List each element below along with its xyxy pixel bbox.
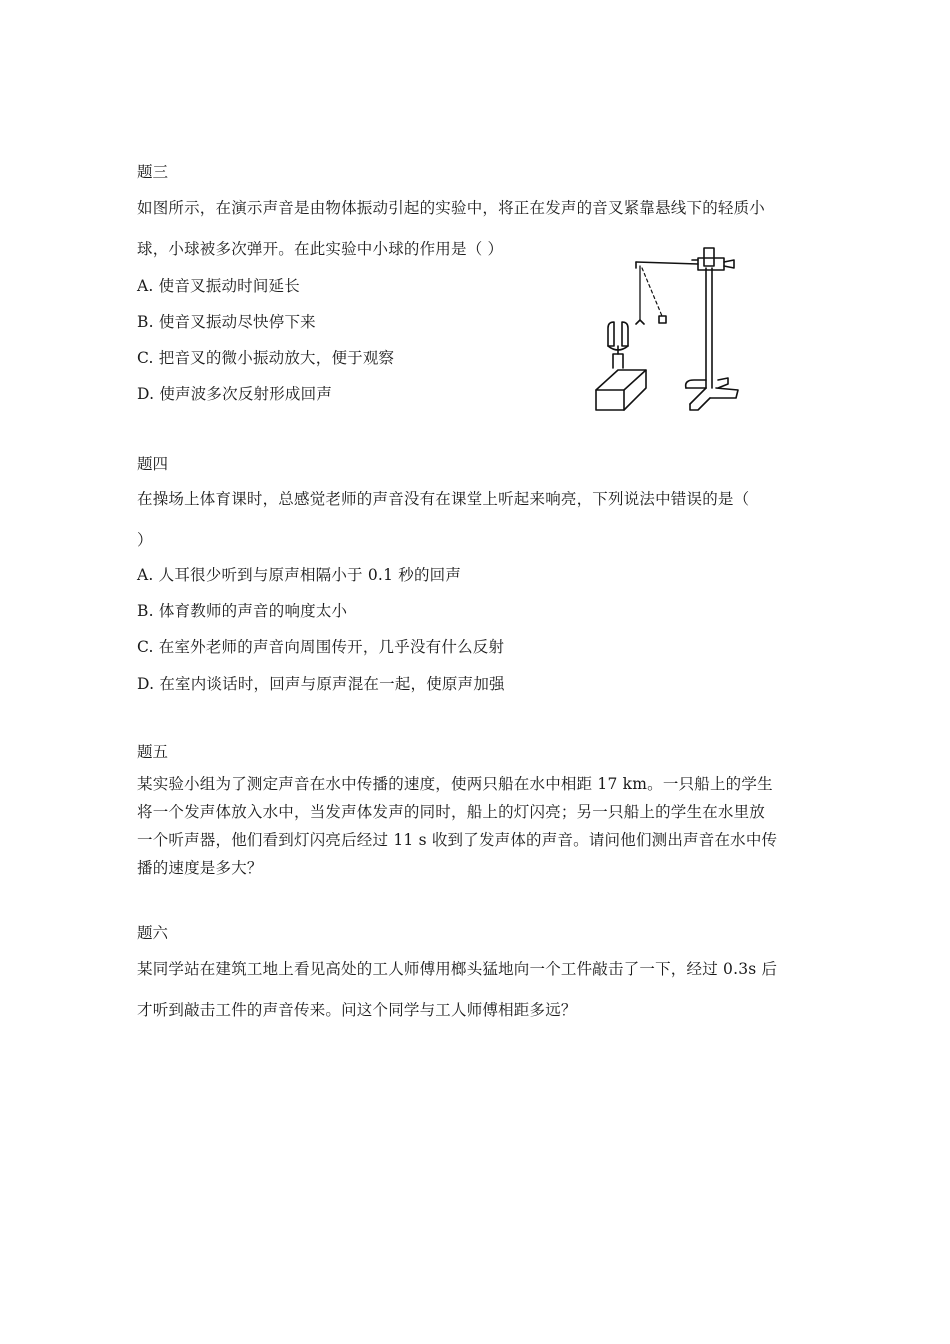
question-5-text-line-3: 一个听声器，他们看到灯闪亮后经过 11 s 收到了发声体的声音。请问他们测出声音在水中传 <box>137 831 778 849</box>
question-3-option-a: A. 使音叉振动时间延长 <box>137 277 300 295</box>
tuning-fork-pendulum-figure <box>588 238 748 416</box>
question-4-option-b: B. 体育教师的声音的响度太小 <box>137 602 348 620</box>
resonance-box <box>596 370 646 410</box>
question-3-option-b: B. 使音叉振动尽快停下来 <box>137 313 316 331</box>
question-4-option-c: C. 在室外老师的声音向周围传开，几乎没有什么反射 <box>137 638 505 656</box>
question-6-text-line-1: 某同学站在建筑工地上看见高处的工人师傅用榔头猛地向一个工件敲击了一下，经过 0.3s 后 <box>137 960 778 978</box>
stand-clamp <box>636 258 734 270</box>
question-5-heading: 题五 <box>137 743 169 761</box>
stand-rod <box>704 248 714 388</box>
question-4-option-a: A. 人耳很少听到与原声相隔小于 0.1 秒的回声 <box>137 566 462 584</box>
question-3-text-line-2: 球，小球被多次弹开。在此实验中小球的作用是（ ） <box>137 240 504 258</box>
question-6-text-line-2: 才听到敲击工件的声音传来。问这个同学与工人师傅相距多远？ <box>137 1001 577 1019</box>
question-4-text-line-1: 在操场上体育课时，总感觉老师的声音没有在课堂上听起来响亮，下列说法中错误的是（ <box>137 490 750 508</box>
question-3-heading: 题三 <box>137 163 169 181</box>
question-5-text-line-1: 某实验小组为了测定声音在水中传播的速度，使两只船在水中相距 17 km。一只船上的学生 <box>137 775 773 793</box>
question-4-text-line-2: ） <box>137 531 153 549</box>
question-3-text-line-1: 如图所示，在演示声音是由物体振动引起的实验中，将正在发声的音叉紧靠悬线下的轻质小 <box>137 199 766 217</box>
tuning-fork <box>608 322 628 368</box>
pendulum-thread <box>636 266 666 324</box>
question-5-text-line-2: 将一个发声体放入水中，当发声体发声的同时，船上的灯闪亮；另一只船上的学生在水里放 <box>137 803 766 821</box>
question-5-text-line-4: 播的速度是多大？ <box>137 859 263 877</box>
question-3-option-d: D. 使声波多次反射形成回声 <box>137 385 333 403</box>
question-4-heading: 题四 <box>137 455 169 473</box>
question-4-option-d: D. 在室内谈话时，回声与原声混在一起，使原声加强 <box>137 675 505 693</box>
question-3-option-c: C. 把音叉的微小振动放大，便于观察 <box>137 349 395 367</box>
question-6-heading: 题六 <box>137 924 169 942</box>
